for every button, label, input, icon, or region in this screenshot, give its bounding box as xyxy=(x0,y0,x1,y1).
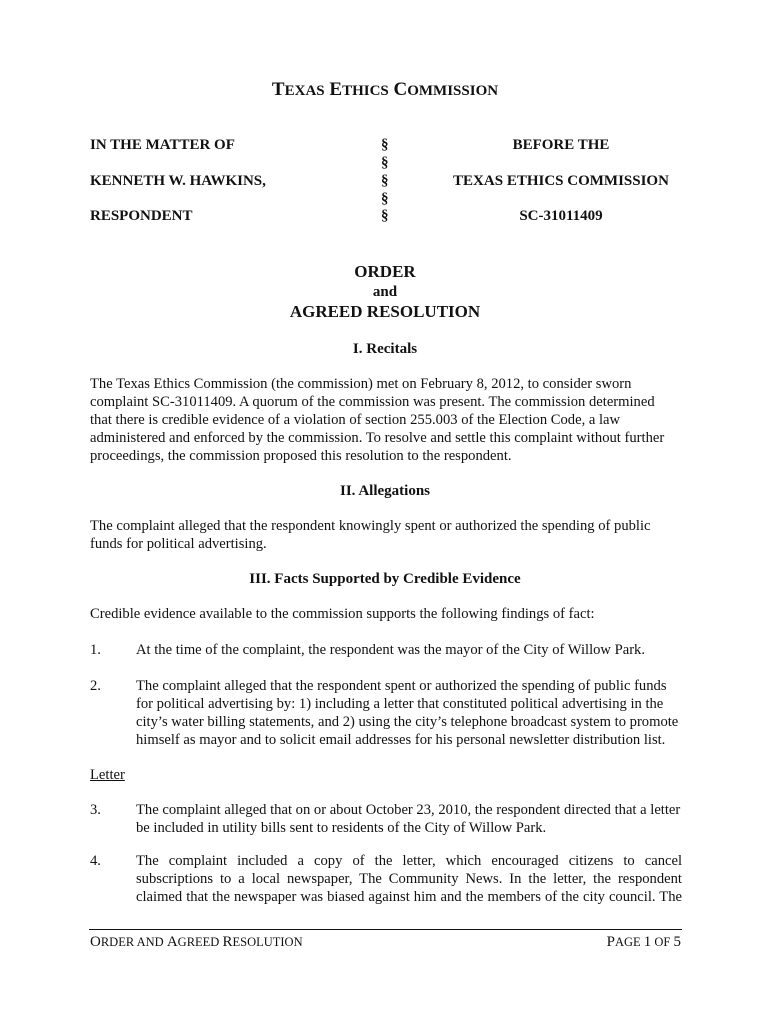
caption-respondent-name: KENNETH W. HAWKINS, xyxy=(90,173,266,189)
footer-smallcaps: AGE xyxy=(614,935,644,949)
section-symbol: § xyxy=(381,191,389,207)
item-number: 4. xyxy=(90,853,101,869)
caption-respondent-label: RESPONDENT xyxy=(90,208,193,224)
title-rest-texas: EXAS xyxy=(284,83,325,99)
section-allegations-heading: II. Allegations xyxy=(339,483,430,499)
footer-initial: P xyxy=(606,934,615,950)
footer-initial: O xyxy=(90,934,101,950)
section-symbol: § xyxy=(381,208,389,224)
item-number: 1. xyxy=(90,642,101,658)
item-text xyxy=(136,801,682,837)
section-facts-heading: III. Facts Supported by Credible Evidence xyxy=(249,571,521,587)
item-line: claimed that the newspaper was biased against him and the members of the city council. The xyxy=(136,889,682,905)
title-initial-c: C xyxy=(393,79,408,100)
facts-intro: Credible evidence available to the commission supports the following findings of fact: xyxy=(90,606,595,622)
heading-order: ORDER xyxy=(354,262,416,281)
item-number: 3. xyxy=(90,802,101,818)
footer-initial: A xyxy=(166,934,178,950)
item-line: city’s water billing statements, and 2) using the city’s telephone broadcast system to promote xyxy=(136,714,679,730)
allegations-paragraph xyxy=(90,517,682,553)
footer-divider xyxy=(89,929,682,930)
section-recitals-heading: I. Recitals xyxy=(352,341,418,357)
footer-smallcaps: RDER AND xyxy=(100,935,167,949)
paragraph-line: that there is credible evidence of a violation of section 255.003 of the Election Code, a law xyxy=(90,412,621,428)
footer-page-current: 1 xyxy=(643,934,652,950)
paragraph-line: The Texas Ethics Commission (the commission) met on February 8, 2012, to consider sworn xyxy=(90,376,632,392)
paragraph-line: proceedings, the commission proposed this resolution to the respondent. xyxy=(90,448,512,464)
caption-commission-name: TEXAS ETHICS COMMISSION xyxy=(453,173,669,189)
footer-smallcaps: ESOLUTION xyxy=(232,935,303,949)
heading-and: and xyxy=(372,284,398,300)
item-line: for political advertising by: 1) including a letter that constituted political advertising in the xyxy=(136,696,664,712)
commission-title xyxy=(0,78,770,103)
title-initial-e: E xyxy=(329,79,343,100)
item-line: The complaint alleged that the respondent spent or authorized the spending of public funds xyxy=(136,678,667,694)
section-symbol: § xyxy=(381,137,389,153)
item-line: himself as mayor and to solicit email addresses for his personal newsletter distribution list. xyxy=(136,732,666,748)
caption-matter-of: IN THE MATTER OF xyxy=(90,137,235,153)
caption-case-number: SC-31011409 xyxy=(519,208,603,224)
item-number: 2. xyxy=(90,678,101,694)
item-line: be included in utility bills sent to residents of the City of Willow Park. xyxy=(136,820,547,836)
title-initial-t: T xyxy=(271,79,285,100)
item-line: At the time of the complaint, the respondent was the mayor of the City of Willow Park. xyxy=(136,642,646,658)
title-rest-commission: OMMISSION xyxy=(407,83,499,99)
footer-smallcaps: GREED xyxy=(177,935,223,949)
section-symbol: § xyxy=(381,155,389,171)
item-text xyxy=(136,641,682,659)
footer-page-total: 5 xyxy=(673,934,681,950)
paragraph-line: funds for political advertising. xyxy=(90,536,267,552)
item-text xyxy=(136,852,682,906)
paragraph-line: The complaint alleged that the respondent knowingly spent or authorized the spending of public xyxy=(90,518,651,534)
item-text xyxy=(136,677,682,749)
paragraph-line: administered and enforced by the commission. To resolve and settle this complaint without further xyxy=(90,430,665,446)
item-line: The complaint included a copy of the letter, which encouraged citizens to cancel xyxy=(136,853,682,869)
item-line: The complaint alleged that on or about October 23, 2010, the respondent directed that a letter xyxy=(136,802,681,818)
footer-document-title xyxy=(90,934,303,950)
recitals-paragraph xyxy=(90,375,682,465)
title-rest-ethics: THICS xyxy=(342,83,389,99)
caption-before-the: BEFORE THE xyxy=(512,137,610,153)
subheading-letter: Letter xyxy=(90,767,125,783)
item-line: subscriptions to a local newspaper, The Community News. In the letter, the respondent xyxy=(136,871,682,887)
footer-page-number xyxy=(560,934,681,950)
footer-initial: R xyxy=(222,934,233,950)
heading-agreed-resolution: AGREED RESOLUTION xyxy=(289,302,481,321)
footer-smallcaps: OF xyxy=(651,935,674,949)
paragraph-line: complaint SC-31011409. A quorum of the commission was present. The commission determined xyxy=(90,394,655,410)
section-symbol: § xyxy=(381,173,389,189)
